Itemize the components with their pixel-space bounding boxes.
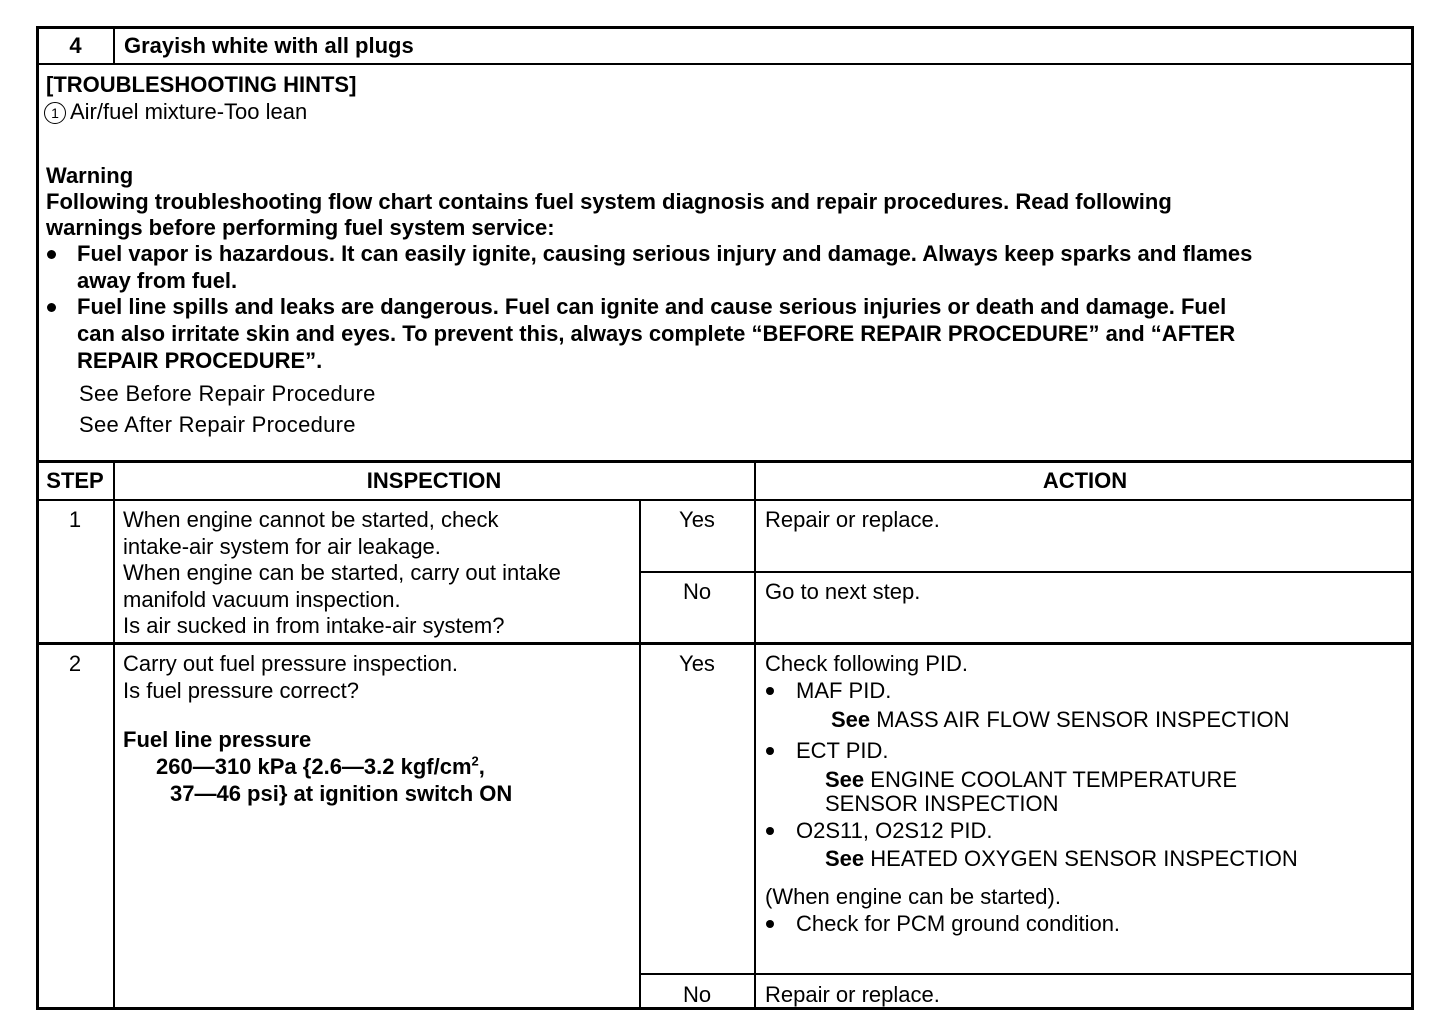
column-header-action: ACTION (1042, 468, 1128, 493)
step-1-number: 1 (68, 507, 82, 532)
divider-step-col (113, 461, 115, 1010)
step-2-no-action: Repair or replace. (765, 982, 940, 1007)
fuel-pressure-spec-line1 (156, 754, 485, 780)
pid-2-reference-line2: SENSOR INSPECTION (825, 791, 1059, 816)
pid-1-label: MAF PID. (796, 678, 892, 703)
pid-3-reference-text: HEATED OXYGEN SENSOR INSPECTION (870, 846, 1298, 871)
warning-bullet-2-line3: REPAIR PROCEDURE”. (77, 348, 323, 373)
warning-bullet-1-icon (47, 250, 56, 259)
warning-bullet-2-line2: can also irritate skin and eyes. To prevent this, always complete “BEFORE REPAIR PROCEDURE” and “AFTER (77, 321, 1236, 346)
fuel-pressure-spec-value: 260—310 kPa {2.6—3.2 kgf/cm (156, 754, 472, 779)
step-1-no-label: No (682, 579, 712, 604)
pid-2-reference[interactable] (825, 767, 1237, 793)
column-header-step: STEP (46, 468, 104, 493)
step-2-number: 2 (68, 651, 82, 676)
fuel-pressure-spec-title: Fuel line pressure (123, 727, 312, 752)
warning-intro-line2: warnings before performing fuel system service: (46, 215, 555, 240)
hints-title: [TROUBLESHOOTING HINTS] (46, 72, 357, 97)
warning-bullet-2-icon (47, 303, 56, 312)
fuel-pressure-spec-line2: 37—46 psi} at ignition switch ON (170, 781, 513, 806)
header-symptom: Grayish white with all plugs (124, 33, 414, 58)
step-1-inspection-line2: intake-air system for air leakage. (123, 534, 441, 559)
pid-3-reference[interactable] (825, 846, 1298, 872)
divider-step2-yes-no (639, 973, 1414, 975)
divider-action-col (754, 461, 756, 1010)
pid-1-reference-text: MASS AIR FLOW SENSOR INSPECTION (876, 707, 1290, 732)
step-1-inspection-line5: Is air sucked in from intake-air system? (123, 613, 505, 638)
divider-header-number (113, 26, 115, 64)
step-2-no-label: No (682, 982, 712, 1007)
warning-bullet-1-line2: away from fuel. (77, 268, 238, 293)
divider-step1-step2 (36, 642, 1414, 645)
warning-intro-line1: Following troubleshooting flow chart contains fuel system diagnosis and repair procedures. Read following (46, 189, 1172, 214)
fuel-pressure-spec-comma: , (478, 754, 485, 779)
warning-title: Warning (46, 163, 134, 188)
header-number: 4 (69, 33, 82, 58)
divider-table-header (36, 499, 1414, 501)
step-1-inspection-line1: When engine cannot be started, check (123, 507, 499, 532)
pid-2-reference-line1: ENGINE COOLANT TEMPERATURE (870, 767, 1238, 792)
engine-started-condition: (When engine can be started). (765, 884, 1061, 909)
step-1-yes-label: Yes (679, 507, 715, 532)
pid-2-label: ECT PID. (796, 738, 889, 763)
pid-2-bullet-icon (766, 747, 774, 755)
pcm-bullet-icon (766, 920, 774, 928)
pid-3-see: See (825, 846, 865, 871)
step-2-inspection-line1: Carry out fuel pressure inspection. (123, 651, 459, 676)
pid-2-see: See (825, 767, 865, 792)
divider-step1-yes-no (639, 571, 1414, 573)
step-2-inspection-line2: Is fuel pressure correct? (123, 678, 359, 703)
step-1-yes-action: Repair or replace. (765, 507, 940, 532)
warning-bullet-1-line1: Fuel vapor is hazardous. It can easily ignite, causing serious injury and damage. Always keep sparks and flames (77, 241, 1253, 266)
step-1-inspection-line4: manifold vacuum inspection. (123, 587, 401, 612)
step-1-inspection-line3: When engine can be started, carry out intake (123, 560, 561, 585)
divider-yesno-col (639, 500, 641, 1010)
after-repair-link[interactable]: See After Repair Procedure (79, 412, 356, 437)
pid-1-see: See (831, 707, 871, 732)
fuel-pressure-spec-superscript: 2 (471, 753, 479, 769)
step-2-yes-intro: Check following PID. (765, 651, 968, 676)
before-repair-link[interactable]: See Before Repair Procedure (79, 381, 376, 406)
divider-header (36, 63, 1414, 65)
hints-item (44, 99, 307, 125)
pid-1-reference[interactable] (831, 707, 1289, 733)
hints-item-text: Air/fuel mixture-Too lean (70, 99, 308, 124)
column-header-inspection: INSPECTION (366, 468, 502, 493)
pcm-check: Check for PCM ground condition. (796, 911, 1121, 936)
step-1-no-action: Go to next step. (765, 579, 921, 604)
pid-1-bullet-icon (766, 687, 774, 695)
pid-3-bullet-icon (766, 827, 774, 835)
step-2-yes-label: Yes (679, 651, 715, 676)
item-number-badge: 1 (44, 102, 66, 124)
warning-bullet-2-line1: Fuel line spills and leaks are dangerous. Fuel can ignite and cause serious injuries or death and damage. Fuel (77, 294, 1227, 319)
pid-3-label: O2S11, O2S12 PID. (796, 818, 993, 843)
divider-table-top (36, 460, 1414, 463)
